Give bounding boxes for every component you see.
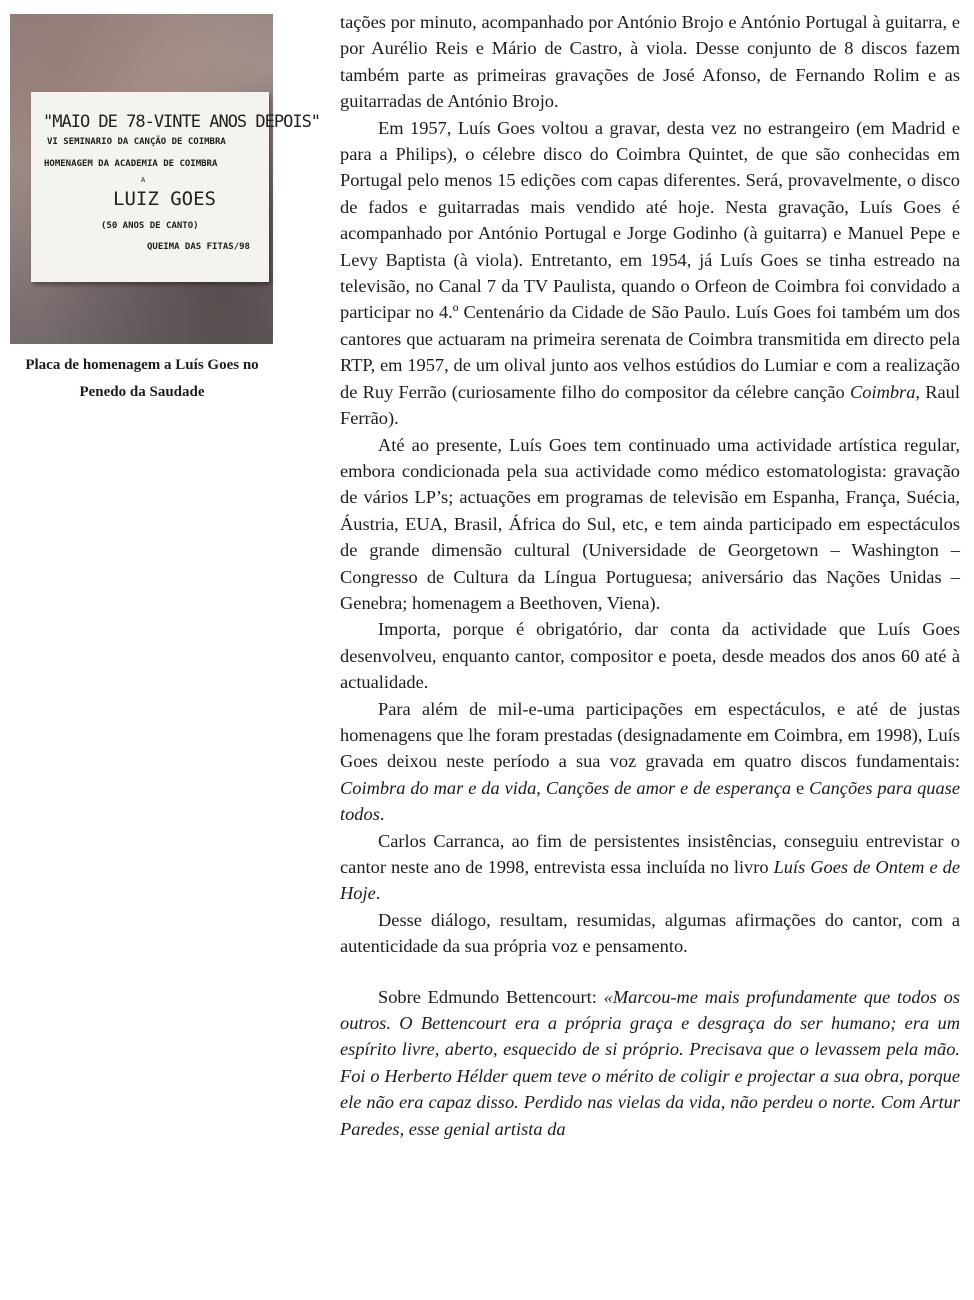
paragraph-6 [340,828,960,907]
plaque-line-a: A [141,176,146,184]
book-title: Luís Goes de Ontem e de Hoje [340,857,960,904]
paragraph-2 [340,115,960,432]
paragraph-6-end: . [375,883,381,904]
paragraph-5-text: Para além de mil-e-uma participações em espectáculos, e até de justas homenagens que lhe foram prestadas (designadamente em Coimbra, em 1998), Luís Goes deixou neste período a sua voz gravada em quatro discos fundamentais: [340,698,960,772]
paragraph-8 [340,984,960,1142]
paragraph-6-text: Carlos Carranca, ao fim de persistentes insistências, conseguiu entrevistar o cantor neste ano de 1998, entrevista essa incluída no livro [340,830,960,877]
album-title-1: Coimbra do mar e da vida [340,777,537,798]
separator-comma: , [536,777,546,798]
paragraph-4: Importa, porque é obrigatório, dar conta da actividade que Luís Goes desenvolveu, enquanto cantor, compositor e poeta, desde meados dos anos 60 até à actualidade. [340,619,960,693]
plaque-line-name: LUIZ GOES [113,188,216,210]
song-title-coimbra: Coimbra [850,381,916,402]
paragraph-2-text: Em 1957, Luís Goes voltou a gravar, desta vez no estrangeiro (em Madrid e para a Philips), o célebre disco do Coimbra Quintet, de que são conhecidas em Portugal pelo menos 15 edições com capas diferentes. Será, provavelmente, o disco de fados e guitarradas mais vendido até hoje. Nesta gravação, Luís Goes é acompanhado por António Portugal e Jorge Godinho (à guitarra) e Manuel Pepe e Levy Baptista (à viola). Entretanto, em 1954, já Luís Goes se tinha estreado na televisão, no Canal 7 da TV Paulista, quando o Orfeon de Coimbra foi convidado a participar no 4.º Centenário da Cidade de São Paulo. Luís Goes foi também um dos cantores que actuaram na primeira serenata de Coimbra transmitida em directo pela RTP, em 1957, de um olival junto aos velhos estúdios do Lumiar e com a realização de Ruy Ferrão (curiosamente filho do compositor da célebre canção [340,117,960,402]
paragraph-5 [340,696,960,828]
album-title-2: Canções de amor e de esperança [545,777,792,798]
paragraph-3: Até ao presente, Luís Goes tem continuado uma actividade artística regular, embora condicionada pela sua actividade como médico estomatologista: gravação de vários LP’s; actuações em programas de televisão em Espanha, França, Suécia, Áustria, EUA, Brasil, África do Sul, etc, e tem ainda participado em espectáculos de grande dimensão cultural (Universidade de Georgetown – Washington – Congresso de Cultura da Língua Portuguesa; aniversário das Nações Unidas – Genebra; homenagem a Beethoven, Viena). [340,434,960,613]
plaque-line-seminar: VI SEMINARIO DA CANÇÃO DE COIMBRA [47,137,226,147]
separator-and: e [791,777,810,798]
plaque-line-homage: HOMENAGEM DA ACADEMIA DE COIMBRA [44,159,218,169]
album-title-3: Canções para quase todos [340,777,960,825]
paragraph-5-end: . [379,804,385,825]
article-body [340,9,960,1142]
quote-bettencourt: «Marcou-me mais profundamente que todos os outros. O Bettencourt era a própria graça e desgraça do ser humano; era um espírito livre, aberto, esquecido de si próprio. Precisava que o levassem pela mão. Foi o Herberto Hélder quem teve o mérito de coligir e projectar a sua obra, porque ele não era capaz disso. Perdido nas vielas da vida, não perdeu o norte. Com Artur Paredes, esse genial artista da [340,986,960,1139]
paragraph-2-end: , Raul Ferrão). [340,381,960,429]
photo-caption: Placa de homenagem a Luís Goes no Penedo da Saudade [25,357,259,400]
plaque-line-event: QUEIMA DAS FITAS/98 [147,242,250,252]
plaque-line-title: "MAIO DE 78-VINTE ANOS DEPOIS" [43,112,321,132]
plaque-photo [10,14,321,344]
paragraph-1: tações por minuto, acompanhado por António Brojo e António Portugal à guitarra, e por Aurélio Reis e Mário de Castro, à viola. Desse conjunto de 8 discos fazem também parte as primeiras gravações de José Afonso, de Fernando Rolim e as guitarradas de António Brojo. [340,12,960,112]
commemorative-plaque [31,92,321,282]
paragraph-8-lead: Sobre Edmundo Bettencourt: [378,986,604,1007]
plaque-line-years: (50 ANOS DE CANTO) [101,221,199,231]
paragraph-7: Desse diálogo, resultam, resumidas, algumas afirmações do cantor, com a autenticidade da sua própria voz e pensamento. [340,909,960,957]
